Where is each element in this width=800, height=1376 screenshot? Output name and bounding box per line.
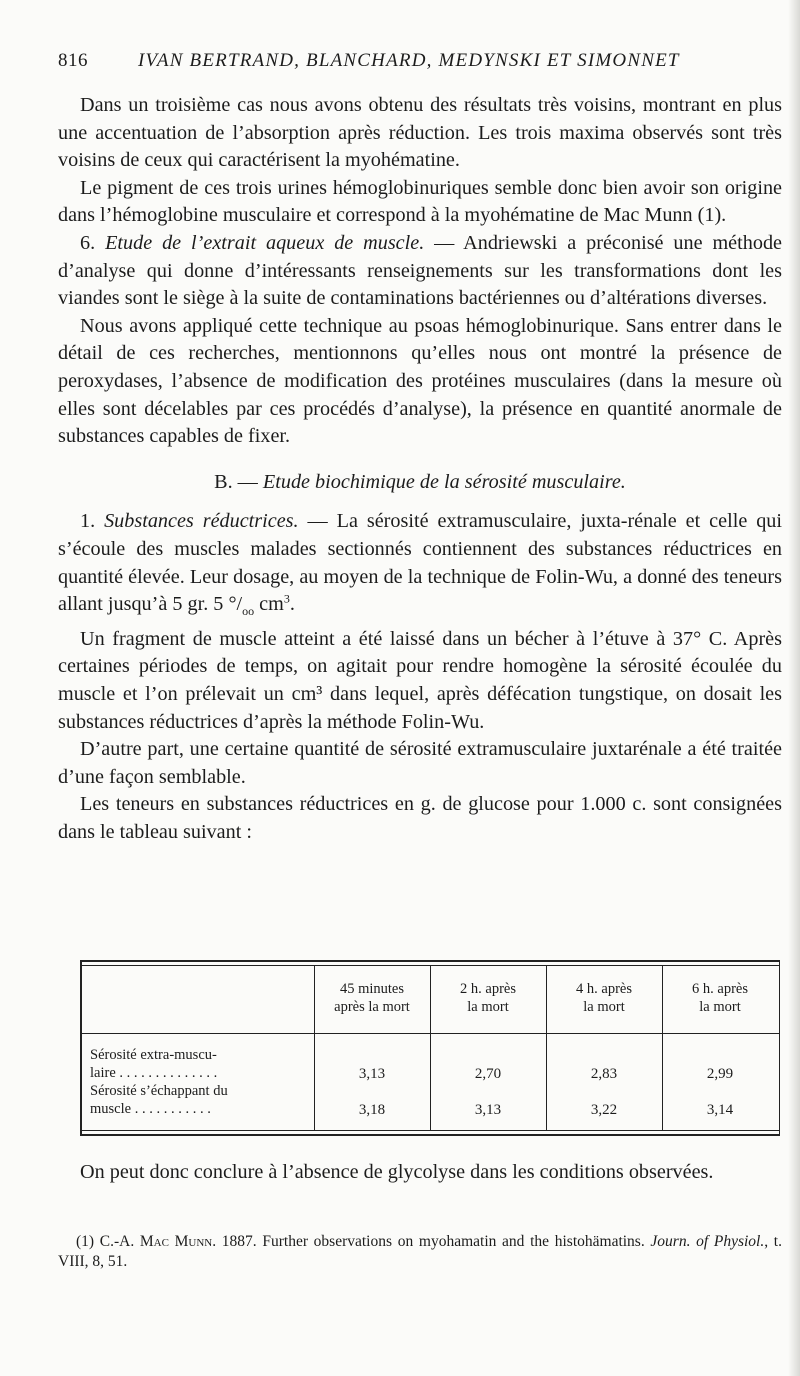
permille-sub: oo — [242, 604, 255, 619]
item-number: 6. — [80, 231, 96, 254]
paragraph — [58, 230, 782, 313]
column-header-line: 6 h. après — [692, 981, 748, 997]
row-label — [90, 1046, 300, 1082]
column-header — [430, 980, 546, 1016]
page-edge-shadow — [788, 0, 800, 1376]
paragraph: Dans un troisième cas nous avons obtenu des résultats très voisins, montrant en plus une accentuation de l’absorption après réduction. Les trois maxima observés sont très voisins de ceux qui caractérisent la myohématine. — [58, 94, 782, 172]
unit-superscript: 3 — [283, 591, 290, 606]
item-text-end: . — [289, 593, 295, 616]
row-label-line: laire . . . . . . . . . . . . . . — [90, 1065, 218, 1081]
table-cell: 3,22 — [590, 1102, 618, 1118]
table-cell: 3,14 — [706, 1102, 734, 1118]
table-cell: 3,13 — [474, 1102, 502, 1118]
section-title: Etude biochimique de la sérosité musculaire. — [262, 470, 626, 493]
column-header-line: la mort — [699, 999, 741, 1015]
column-header — [546, 980, 662, 1016]
paragraph — [58, 508, 782, 625]
footnote-text: 1887. Further observations on myohamatin and the histohämatins. — [216, 1233, 651, 1250]
conclusion-paragraph: On peut donc conclure à l’absence de glycolyse dans les conditions observées. — [80, 1161, 714, 1183]
footnote — [58, 1232, 782, 1272]
item-title: Substances réductrices. — [104, 510, 299, 533]
paragraph: Le pigment de ces trois urines hémoglobinuriques semble donc bien avoir son origine dans l’hémoglobine musculaire et correspond à la myohématine de Mac Munn (1). — [58, 176, 782, 227]
page-number: 816 — [58, 50, 88, 71]
paragraph: Un fragment de muscle atteint a été laissé dans un bécher à l’étuve à 37° C. Après certaines périodes de temps, on agitait pour rendre homogène la sérosité écoulée du muscle et l’on prélevait un cm³ dans lequel, après défécation tungstique, on dosait les substances réductrices d’après la méthode Folin-Wu. — [58, 627, 782, 733]
paragraph: Les teneurs en substances réductrices en g. de glucose pour 1.000 c. sont consignées dans le tableau suivant : — [58, 793, 782, 843]
footnote-author: Mac Munn. — [139, 1233, 217, 1250]
item-title: Etude de l’extrait aqueux de muscle. — [105, 231, 425, 254]
row-label — [90, 1082, 300, 1118]
table-cell: 2,99 — [706, 1066, 734, 1082]
row-label-line: Sérosité s’échappant du — [90, 1083, 228, 1099]
column-header — [314, 980, 430, 1016]
item-text: — Andriewski a préconisé une méthode d’analyse qui donne d’intéressants renseignements sur les transformations dont les viandes sont le siège à la suite de contaminations bactériennes ou d’altérations diverses. — [58, 231, 782, 310]
column-header-line: après la mort — [334, 999, 410, 1015]
running-header — [58, 50, 782, 74]
table-cell: 2,70 — [474, 1066, 502, 1082]
running-header-authors: IVAN BERTRAND, BLANCHARD, MEDYNSKI ET SIMONNET — [138, 50, 680, 71]
column-header-line: 4 h. après — [576, 981, 632, 997]
column-header-line: 2 h. après — [460, 981, 516, 997]
column-header-line: la mort — [467, 999, 509, 1015]
row-label-line: Sérosité extra-muscu- — [90, 1047, 217, 1063]
section-heading — [58, 451, 782, 509]
footnote-journal: Journ. of Physiol. — [650, 1233, 765, 1250]
footnote-text-end: , t. VIII, 8, 51. — [58, 1233, 782, 1270]
paragraph: Nous avons appliqué cette technique au psoas hémoglobinurique. Sans entrer dans le détail de ces recherches, mentionnons qu’elles nous ont montré la présence de peroxydases, l’absence de modification des protéines musculaires (dans la mesure où elles sont décelables par ces procédés d’analyse), la présence en quantité anormale de substances capables de fixer. — [58, 314, 782, 448]
footnote-marker: (1) C.-A. — [76, 1233, 140, 1250]
table-cell: 2,83 — [590, 1066, 618, 1082]
row-label-line: muscle . . . . . . . . . . . — [90, 1101, 211, 1117]
column-header — [662, 980, 778, 1016]
column-header-line: 45 minutes — [339, 981, 405, 997]
table-cell: 3,13 — [358, 1066, 386, 1082]
paragraph: D’autre part, une certaine quantité de sérosité extramusculaire juxtarénale a été traitée d’une façon semblable. — [58, 738, 782, 788]
table-cell: 3,18 — [358, 1102, 386, 1118]
body-text — [58, 92, 782, 846]
results-table — [80, 960, 780, 1136]
item-number: 1. — [80, 510, 96, 533]
item-text-unit: cm — [254, 593, 284, 616]
column-header-line: la mort — [583, 999, 625, 1015]
section-label: B. — — [214, 470, 263, 493]
item-text: — La sérosité extramusculaire, juxta-rénale et celle qui s’écoule des muscles malades sectionnés contiennent des substances réductrices en quantité élevée. Leur dosage, au moyen de la technique de Folin-Wu, a donné des teneurs allant jusqu’à 5 gr. 5 °/ — [58, 510, 783, 616]
